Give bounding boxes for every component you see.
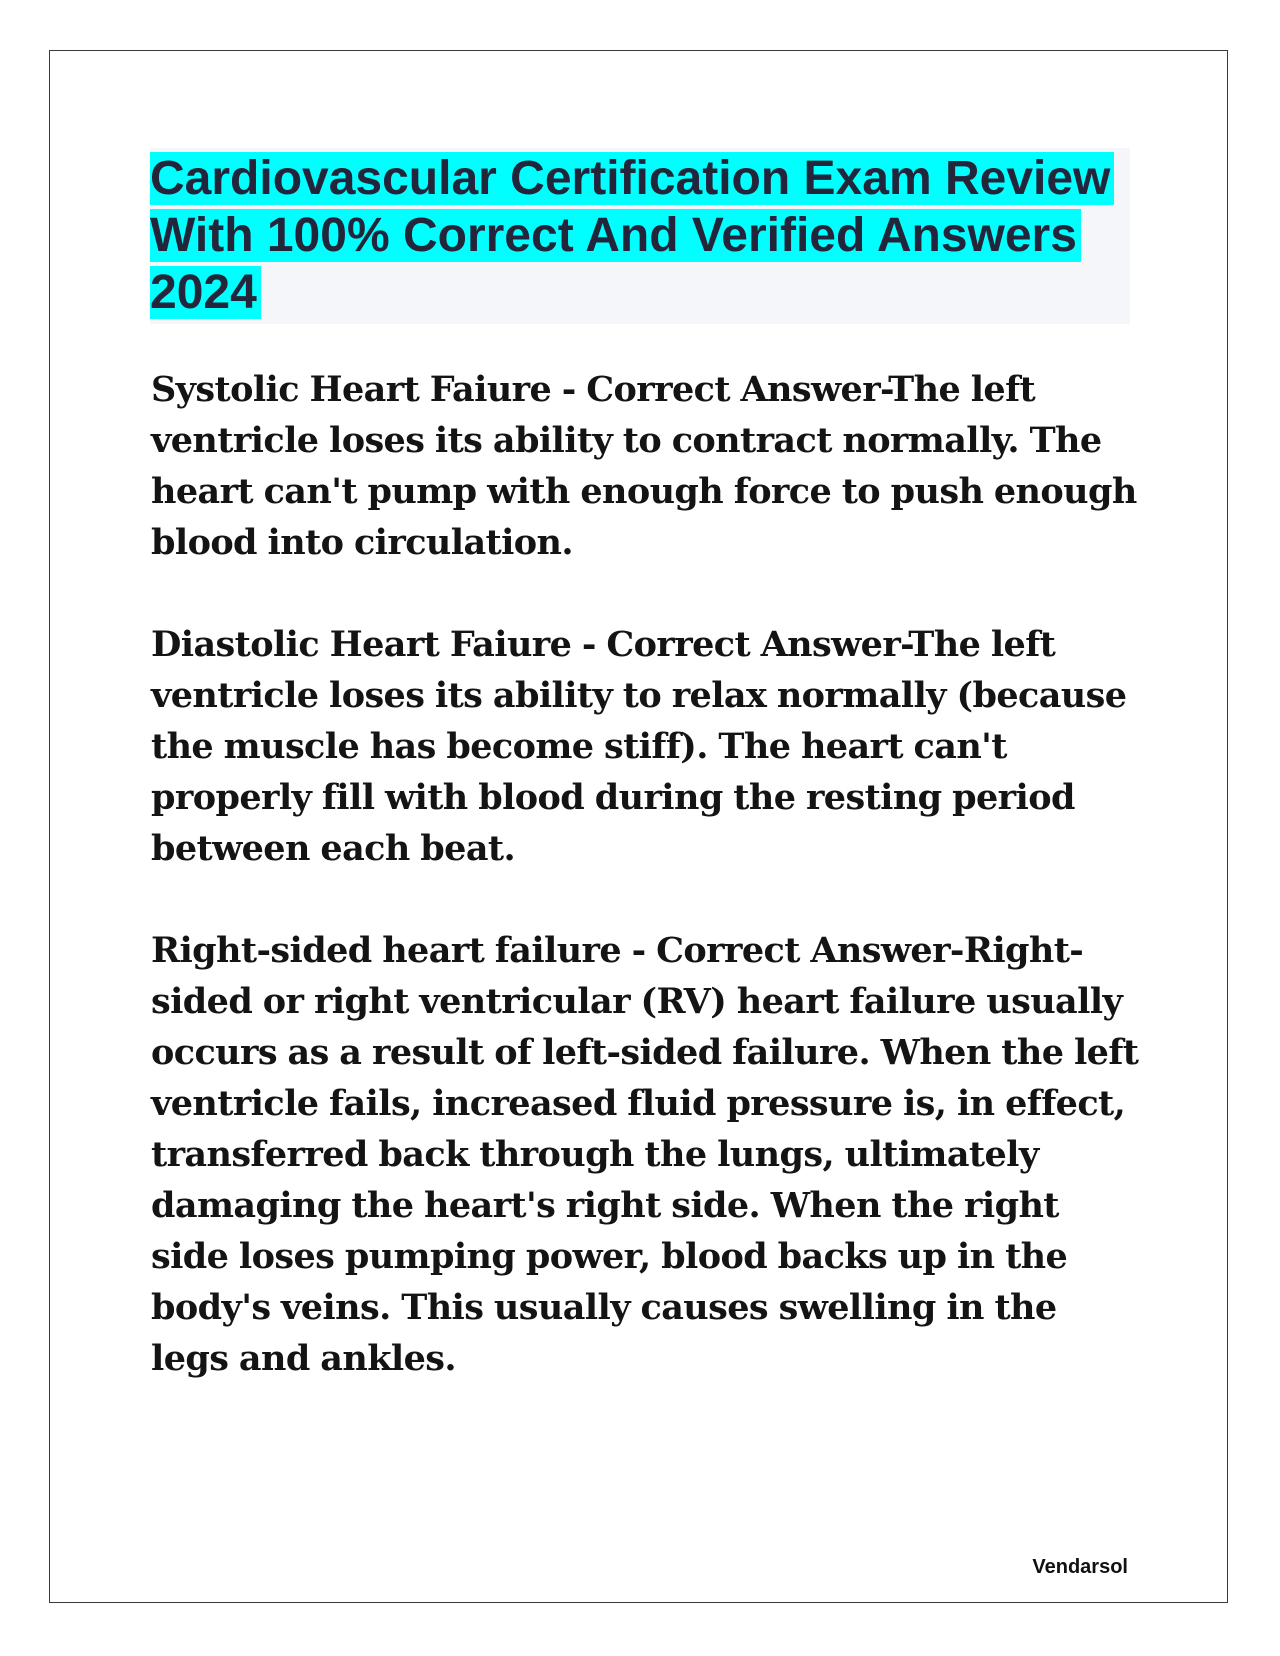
qa-item-systolic: Systolic Heart Faiure - Correct Answer-The left ventricle loses its ability to contract normally. The heart can't pump with enough force to push enough blood into circulation.: [151, 369, 1137, 563]
document-title: [150, 150, 1140, 321]
footer-brand: Vendarsol: [1032, 1556, 1128, 1578]
qa-item-right-sided: Right-sided heart failure - Correct Answer-Right-sided or right ventricular (RV) heart failure usually occurs as a result of left-sided failure. When the left ventricle fails, increased fluid pressure is, in effect, transferred back through the lungs, ultimately damaging the heart's right side. When the right side loses pumping power, blood backs up in the body's veins. This usually causes swelling in the legs and ankles.: [151, 930, 1139, 1379]
qa-item-diastolic: Diastolic Heart Faiure - Correct Answer-The left ventricle loses its ability to relax normally (because the muscle has become stiff). The heart can't properly fill with blood during the resting period between each beat.: [151, 624, 1127, 869]
qa-list: [151, 364, 1141, 1435]
document-title-highlight: Cardiovascular Certification Exam Review With 100% Correct And Verified Answers 2024: [150, 152, 1114, 319]
